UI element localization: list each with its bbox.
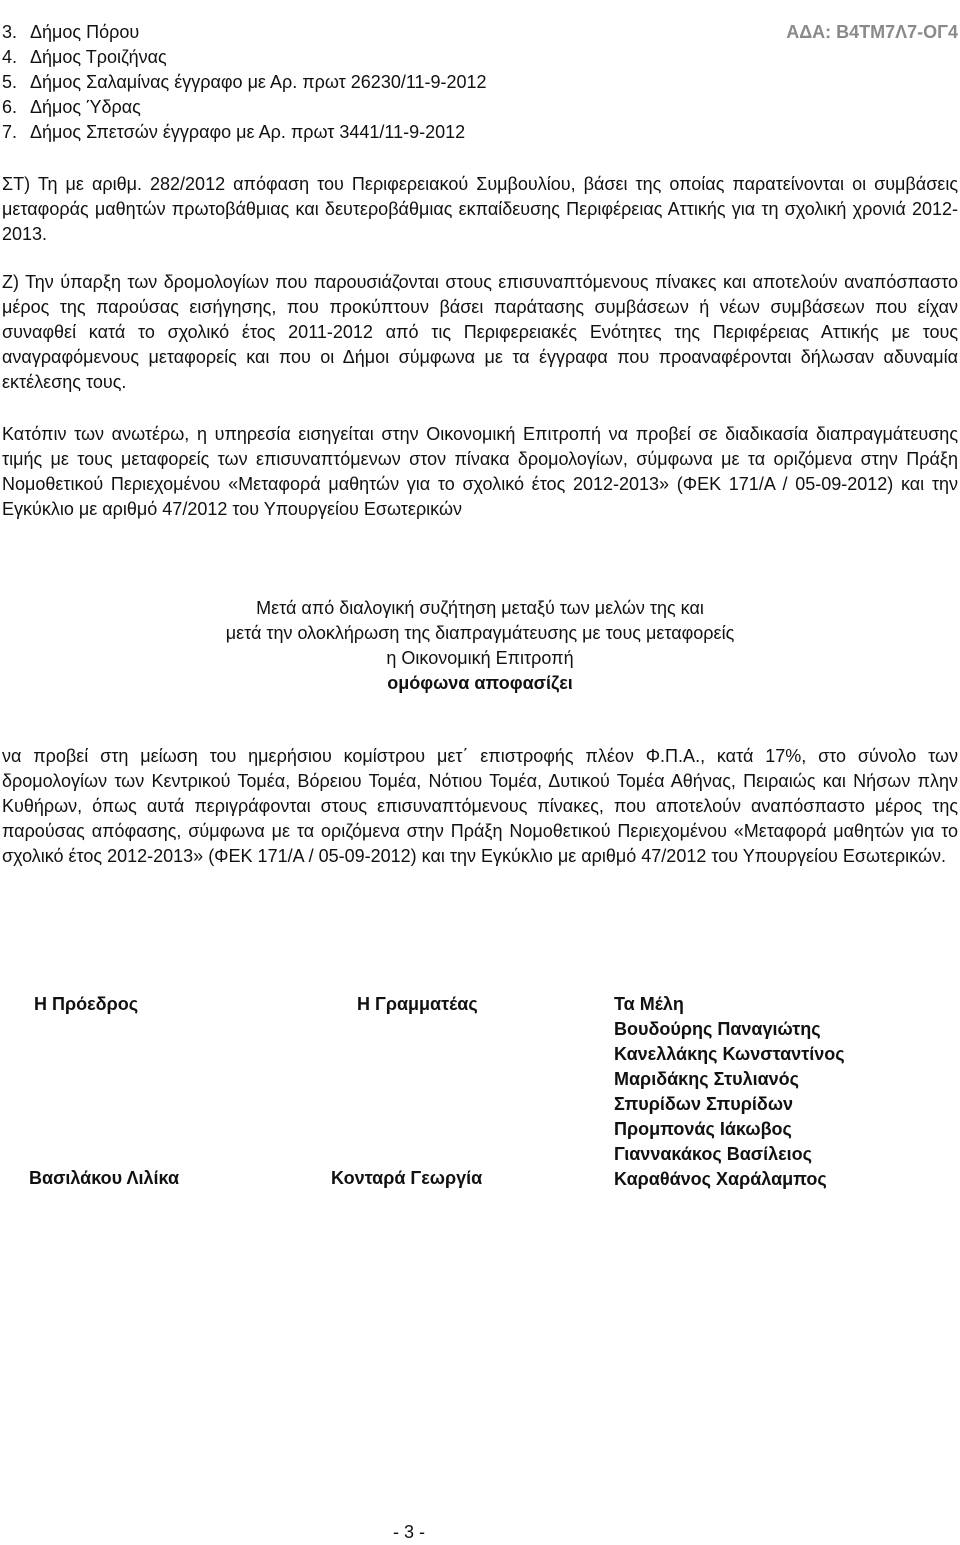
secretary-name: Κονταρά Γεωργία [331, 1168, 483, 1188]
list-item [2, 95, 702, 120]
member-name: Καραθάνος Χαράλαμπος [614, 1169, 827, 1189]
list-item [2, 70, 702, 95]
ada-code: ΑΔΑ: Β4ΤΜ7Λ7-ΟΓ4 [786, 22, 958, 42]
paragraph-st: ΣΤ) Τη με αριθμ. 282/2012 απόφαση του Περιφερειακού Συμβουλίου, βάσει της οποίας παρατείνονται οι συμβάσεις μεταφοράς μαθητών πρωτοβάθμιας και δευτεροβάθμιας εκπαίδευσης Περιφέρειας Αττικής για τη σχολική χρονιά 2012-2013. [2, 174, 958, 244]
members-title: Τα Μέλη [614, 994, 684, 1014]
list-item-number: 6. [2, 97, 18, 117]
president-title: Η Πρόεδρος [34, 994, 139, 1014]
decision-heading-line: Μετά από διαλογική συζήτηση μεταξύ των μελών της και [256, 598, 704, 618]
members-block [614, 992, 845, 1192]
member-name: Μαριδάκης Στυλιανός [614, 1069, 800, 1089]
president-name: Βασιλάκου Λιλίκα [29, 1168, 180, 1188]
list-item-text: Δήμος Πόρου [30, 22, 140, 42]
member-name: Κανελλάκης Κωνσταντίνος [614, 1044, 845, 1064]
decision-heading-line: μετά την ολοκλήρωση της διαπραγμάτευσης με τους μεταφορείς [225, 623, 735, 643]
secretary-title: Η Γραμματέας [357, 994, 478, 1014]
list-item-number: 7. [2, 122, 18, 142]
member-name: Γιαννακάκος Βασίλειος [614, 1144, 812, 1164]
list-item-text: Δήμος Τροιζήνας [30, 47, 167, 67]
list-item [2, 45, 702, 70]
list-item-text: Δήμος Σαλαμίνας έγγραφο με Αρ. πρωτ 26230/11-9-2012 [30, 72, 487, 92]
list-item-text: Δήμος Ύδρας [30, 97, 141, 117]
paragraph-z: Ζ) Την ύπαρξη των δρομολογίων που παρουσιάζονται στους επισυναπτόμενους πίνακες και αποτελούν αναπόσπαστο μέρος της παρούσας εισήγησης, που προκύπτουν βάσει παράτασης συμβάσεων ή νέων συμβάσεων που είχαν συναφθεί κατά το σχολικό έτος 2011-2012 από τις Περιφερειακές Ενότητες της Περιφέρειας Αττικής με τους αναγραφόμενους μεταφορείς και που οι Δήμοι σύμφωνα με τα έγγραφα που προαναφέρονται δήλωσαν αδυναμία εκτέλεσης τους. [2, 272, 958, 392]
paragraph-recommendation: Κατόπιν των ανωτέρω, η υπηρεσία εισηγείται στην Οικονομική Επιτροπή να προβεί σε διαδικασία διαπραγμάτευσης τιμής με τους μεταφορείς των επισυναπτόμενων στον πίνακα δρομολογίων, σύμφωνα με τα οριζόμενα στην Πράξη Νομοθετικού Περιεχομένου «Μεταφορά μαθητών για το σχολικό έτος 2012-2013» (ΦΕΚ 171/Α / 05-09-2012) και την Εγκύκλιο με αριθμό 47/2012 του Υπουργείου Εσωτερικών [2, 424, 958, 519]
member-name: Σπυρίδων Σπυρίδων [614, 1094, 794, 1114]
decision-heading-unanimous: ομόφωνα αποφασίζει [387, 673, 573, 693]
member-name: Βουδούρης Παναγιώτης [614, 1019, 821, 1039]
municipality-list [2, 20, 702, 145]
decision-heading-line: η Οικονομική Επιτροπή [386, 648, 574, 668]
list-item [2, 20, 702, 45]
list-item-text: Δήμος Σπετσών έγγραφο με Αρ. πρωτ 3441/11-9-2012 [30, 122, 466, 142]
list-item-number: 4. [2, 47, 18, 67]
list-item-number: 5. [2, 72, 18, 92]
member-name: Προμπονάς Ιάκωβος [614, 1119, 792, 1139]
paragraph-decision: να προβεί στη μείωση του ημερήσιου κομίστρου μετ΄ επιστροφής πλέον Φ.Π.Α., κατά 17%, στο σύνολο των δρομολογίων των Κεντρικού Τομέα, Βόρειου Τομέα, Νότιου Τομέα, Δυτικού Τομέα Αθήνας, Πειραιώς και Νήσων πλην Κυθήρων, όπως αυτά περιγράφονται στους επισυναπτόμενους πίνακες, που αποτελούν αναπόσπαστο μέρος της παρούσας απόφασης, σύμφωνα με τα οριζόμενα στην Πράξη Νομοθετικού Περιεχομένου «Μεταφορά μαθητών για το σχολικό έτος 2012-2013» (ΦΕΚ 171/Α / 05-09-2012) και την Εγκύκλιο με αριθμό 47/2012 του Υπουργείου Εσωτερικών. [2, 746, 958, 866]
list-item [2, 120, 702, 145]
list-item-number: 3. [2, 22, 18, 42]
page-number: - 3 - [393, 1522, 426, 1542]
decision-heading [0, 596, 960, 696]
